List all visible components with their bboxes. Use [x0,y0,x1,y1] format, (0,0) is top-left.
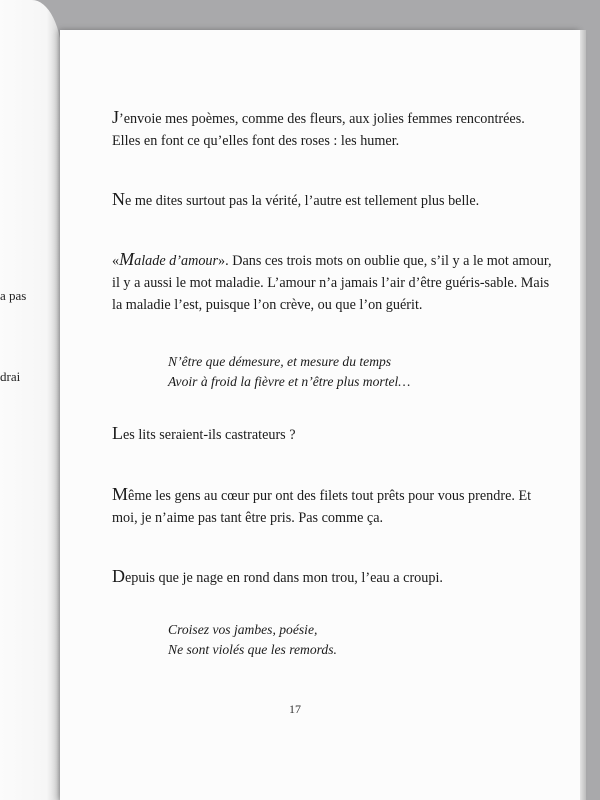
paragraph-5 [112,483,552,529]
paragraph-text: ’envoie mes poèmes, comme des fleurs, aux jolies femmes rencontrées. Elles en font ce qu’elles font des roses : les humer. [112,111,525,149]
drop-initial: J [112,107,120,127]
verse-line: N’être que démesure, et mesure du temps [168,354,392,369]
verse-line: Ne sont violés que les remords. [168,642,337,657]
page-number: 17 [289,702,301,716]
drop-initial: D [112,566,125,586]
close-quote: » [218,253,226,269]
drop-initial: L [112,423,123,443]
verse-line: Avoir à froid la fièvre et n’être plus mortel… [168,374,411,389]
italic-title: alade d’amour [134,253,219,269]
paragraph-text: ême les gens au cœur pur ont des filets tout prêts pour vous prendre. Et moi, je n’aime pas tant être pris. Pas comme ça. [112,488,532,526]
paragraph-1 [112,106,552,152]
drop-initial: M [112,484,129,504]
paragraph-6 [112,565,552,589]
drop-initial: M [119,249,135,269]
paragraph-3 [112,248,552,316]
paragraph-2 [112,188,552,212]
paragraph-text: epuis que je nage en rond dans mon trou, l’eau a croupi. [125,570,443,586]
paragraph-text: es lits seraient-ils castrateurs ? [123,427,296,443]
left-page-fragment-1: a pas [0,288,27,303]
left-page [0,0,62,800]
right-page [60,30,580,800]
left-page-fragment-2: drai [0,369,21,384]
verse-1 [168,352,410,392]
drop-initial: N [112,189,125,209]
open-quote: « [112,253,120,269]
verse-2 [168,620,337,660]
paragraph-4 [112,422,552,446]
verse-line: Croisez vos jambes, poésie, [168,622,318,637]
paragraph-text: e me dites surtout pas la vérité, l’autre est tellement plus belle. [125,193,480,209]
paragraph-text: . Dans ces trois mots on oublie que, s’il y a le mot amour, il y a aussi le mot maladie. L’amour n’a jamais l’air d’être guéris-sable. Mais la maladie l’est, puisque l’on crève, ou que l’on guérit. [112,253,552,313]
